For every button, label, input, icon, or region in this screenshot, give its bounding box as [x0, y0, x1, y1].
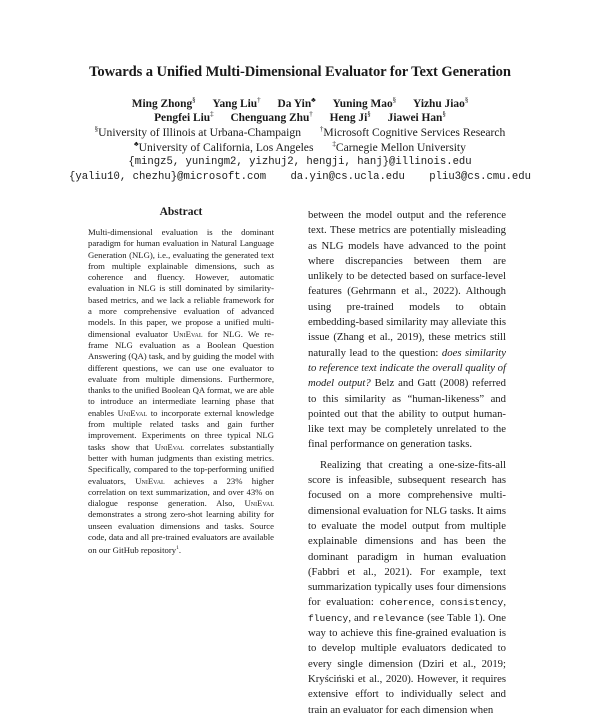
abstract-body: Multi-dimensional evaluation is the dominant paradigm for human evaluation in Natural Language Generation (NLG), i.e., evaluating the generated text from multiple explainable dimensions, such as coherence and fluency. However, automatic evaluation in NLG is still dominated by similarity-based metrics, and we lack a reliable framework for a more comprehensive evaluation of advanced models. In this paper, we propose a unified multi-dimensional evaluator UniEval for NLG. We re-frame NLG evaluation as a Boolean Question Answering (QA) task, and by guiding the model with different questions, we can use one evaluator to evaluate from multiple dimensions. Furthermore, thanks to the unified Boolean QA format, we are able to introduce an intermediate learning phase that enables UniEval to incorporate external knowledge from multiple related tasks and gain further improvement. Experiments on three typical NLG tasks show that UniEval correlates substantially better with human judgments than existing metrics. Specifically, compared to the top-performing unified evaluators, UniEval achieves a 23% higher correlation on text summarization, and over 43% on dialogue response generation. Also, UniEval demonstrates a strong zero-shot learning ability for unseen evaluation dimensions and tasks. Source code, data and all pre-trained evaluators are available on our GitHub repository$^1$.: [88, 227, 274, 556]
author-line-2: [0, 110, 600, 124]
abstract-heading: Abstract: [159, 206, 203, 218]
author: Yuning Mao§: [332, 96, 397, 110]
body-column-right: [308, 208, 506, 718]
dimension-coherence: coherence: [379, 597, 432, 609]
email: pliu3@cs.cmu.edu: [429, 171, 531, 183]
affiliation: †Microsoft Cognitive Services Research: [319, 125, 506, 139]
email-line-2: [0, 171, 600, 183]
dimension-fluency: fluency: [308, 612, 349, 624]
unieval-name: UniEval: [117, 407, 148, 418]
email: da.yin@cs.ucla.edu: [290, 171, 405, 183]
author-line-1: [0, 96, 600, 110]
author: Yang Liu†: [212, 96, 261, 110]
author: Jiawei Han§: [387, 110, 446, 124]
unieval-name: UniEval: [135, 475, 165, 486]
affiliation: ‡Carnegie Mellon University: [332, 140, 466, 154]
paper-title: Towards a Unified Multi-Dimensional Evaluator for Text Generation: [89, 64, 511, 80]
dimension-relevance: relevance: [372, 612, 425, 624]
affiliation-line-2: [0, 140, 600, 154]
author: Ming Zhong§: [131, 96, 196, 110]
affiliation: §University of Illinois at Urbana-Champaign: [94, 125, 302, 139]
footnote-mark[interactable]: 1: [176, 545, 179, 552]
author: Pengfei Liu‡: [154, 110, 214, 124]
body-paragraph-2: Realizing that creating a one-size-fits-all score is infeasible, subsequent research has focused on a more comprehensive multi-dimensional evaluation for NLG tasks. It aims to evaluate the model output from multiple explainable dimensions and has been the dominant paradigm in human evaluation (Fabbri et al., 2021). For example, text summarization typically uses four dimensions for evaluation: coherence, consistency, fluency, and relevance (see Table 1). One way to achieve this fine-grained evaluation is to develop multiple evaluators dedicated to every single dimension (Dziri et al., 2019; Kryściński et al., 2020). However, it requires extensive effort to individually select and train an evaluator for each dimension when: [308, 458, 506, 716]
author: Chenguang Zhu†: [230, 110, 313, 124]
author: Da Yin♣: [277, 96, 316, 110]
affiliation-line-1: [0, 125, 600, 139]
email: {yaliu10, chezhu}@microsoft.com: [69, 171, 267, 183]
unieval-name: UniEval: [244, 498, 274, 509]
body-paragraph-1: between the model output and the reference text. These metrics are potentially misleading as NLG models have advanced to the point where discrepancies between them are unlikely to be detected based on surface-level features (Gehrmann et al., 2022). Although using pre-trained models to obtain embedding-based similarity may alleviate this issue (Zhang et al., 2019), these metrics still naturally lead to the question: does similarity to reference text indicate the overall quality of model output? Belz and Gatt (2008) referred to this similarity as “human-likeness” and pointed out that the ability to output human-like text may be completely unrelated to the final performance on generation tasks.: [308, 209, 506, 451]
author: Yizhu Jiao§: [413, 96, 469, 110]
unieval-name: UniEval: [173, 328, 203, 339]
unieval-name: UniEval: [154, 441, 185, 452]
research-question: does similarity to reference text indicate the overall quality of model output?: [308, 346, 506, 390]
email-line-1: {mingz5, yuningm2, yizhuj2, hengji, hanj}@illinois.edu: [128, 156, 472, 168]
dimension-consistency: consistency: [439, 597, 504, 609]
affiliation: ♣University of California, Los Angeles: [134, 140, 314, 154]
author: Heng Ji§: [329, 110, 371, 124]
